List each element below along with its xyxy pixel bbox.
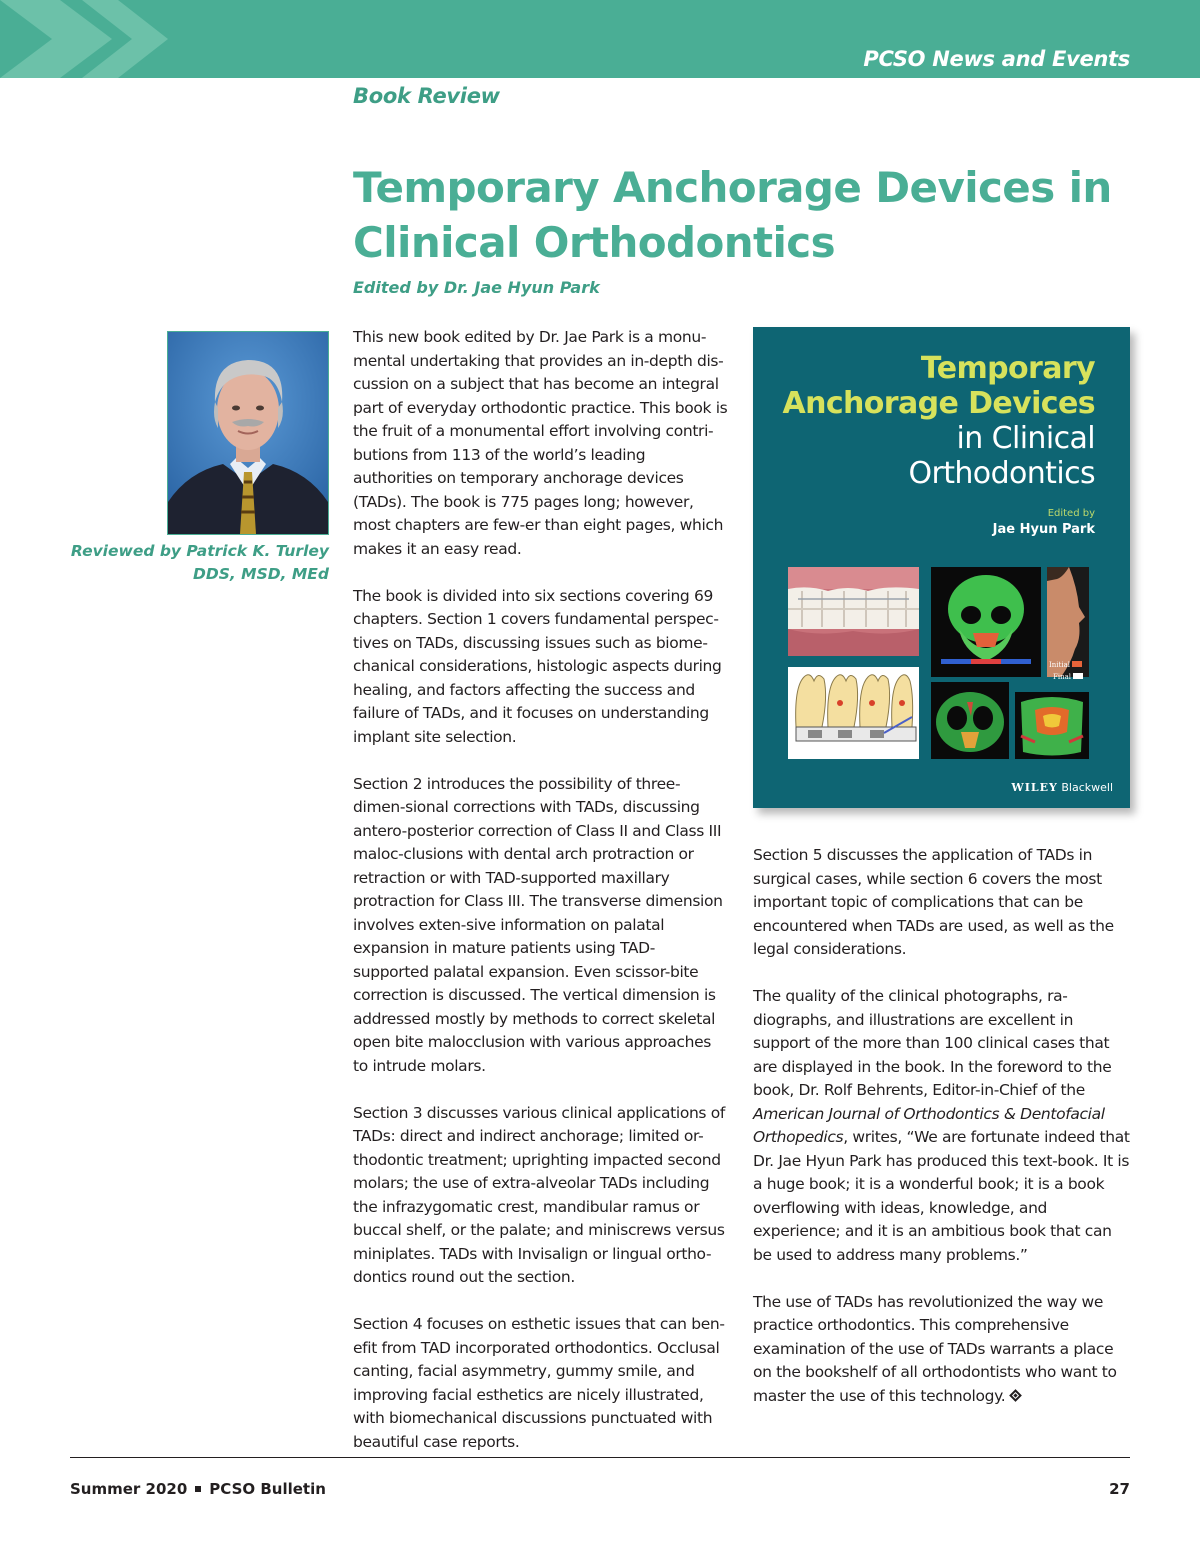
paragraph-section-4: Section 4 focuses on esthetic issues that can ben-efit from TAD incorporated orthodontics. Occlusal canting, facial asymmetry, gummy smile, and improving facial esthetics are nicely illustrated, with biomechanical discussions punctuated with beautiful case reports. xyxy=(353,1315,725,1451)
cover-tooth-illustration xyxy=(788,667,919,759)
cover-title xyxy=(782,351,1095,491)
ct-scan-icon xyxy=(931,682,1009,759)
cover-title-line-2: Anchorage Devices xyxy=(782,386,1095,421)
publisher-blackwell: Blackwell xyxy=(1061,781,1113,794)
cover-teeth-photo xyxy=(788,567,919,656)
footer-publication: PCSO Bulletin xyxy=(209,1480,326,1498)
footer-rule xyxy=(70,1457,1130,1458)
cover-edited-by: Edited by xyxy=(1047,508,1095,519)
reviewer-degrees: DDS, MSD, MEd xyxy=(192,565,329,583)
paragraph-section-5-6: Section 5 discusses the application of TADs in surgical cases, while section 6 covers the most important topic of complications that can be encountered when TADs are used, as well as the legal considerations. xyxy=(753,846,1114,958)
cover-publisher xyxy=(1011,781,1113,794)
teeth-photo-icon xyxy=(788,567,919,656)
reviewer-photo xyxy=(167,331,329,535)
skull-scan-icon xyxy=(931,567,1041,677)
paragraph-section-3: Section 3 discusses various clinical applications of TADs: direct and indirect anchorage; limited or-thodontic treatment; uprighting impacted second molars; the use of extra-alveolar TADs including the infrazygomatic crest, mandibular ramus or buccal shelf, or the palate; and miniscrews versus miniplates. TADs with Invisalign or lingual ortho-dontics round out the section. xyxy=(353,1103,725,1286)
cover-ct-scan-2 xyxy=(1015,692,1089,759)
footer-separator-icon xyxy=(195,1486,201,1492)
footer-issue-info xyxy=(70,1480,326,1498)
chevron-decoration-icon xyxy=(0,0,180,78)
end-mark-icon xyxy=(1009,1389,1022,1402)
reviewer-name: Reviewed by Patrick K. Turley xyxy=(70,542,329,560)
cover-skull-scan xyxy=(931,567,1041,677)
reviewer-credit xyxy=(70,540,329,586)
cover-title-line-4: Orthodontics xyxy=(908,456,1095,491)
article-title xyxy=(353,160,1113,270)
title-line-1: Temporary Anchorage Devices in xyxy=(353,163,1112,212)
article-byline: Edited by Dr. Jae Hyun Park xyxy=(353,278,600,297)
tooth-illustration-icon xyxy=(788,667,919,759)
book-cover xyxy=(753,327,1130,808)
article-kicker: Book Review xyxy=(353,84,500,108)
journal-title: American Journal of Orthodontics & Dentofacial Orthopedics xyxy=(753,1104,1105,1146)
cover-title-line-1: Temporary xyxy=(920,351,1095,386)
paragraph-intro: This new book edited by Dr. Jae Park is a monu-mental undertaking that provides an in-depth dis-cussion on a subject that has become an integral part of everyday orthodontic practice. This book is the fruit of a monumental effort involving contri-butions from 113 of the world’s leading authorities on temporary anchorage devices (TADs). The book is 775 pages long; however, most chapters are few-er than eight pages, which makes it an easy read. xyxy=(353,328,728,558)
paragraph-section-1: The book is divided into six sections covering 69 chapters. Section 1 covers fundamental perspec-tives on TADs, discussing issues such as biome-chanical considerations, histologic aspects during healing, and factors affecting the success and failure of TADs, and it focuses on understanding implant site selection. xyxy=(353,586,722,746)
cover-legend-final: Final xyxy=(1053,673,1083,681)
paragraph-section-2: Section 2 introduces the possibility of three-dimen-sional corrections with TADs, discussing antero-posterior correction of Class II and Class III maloc-clusions with dental arch protraction or retraction or with TAD-supported maxillary protraction for Class III. The transverse dimension involves exten-sive information on palatal expansion in mature patients using TAD-supported palatal expansion. Even scissor-bite correction is discussed. The vertical dimension is addressed mostly by methods to correct skeletal open bite malocclusion with various approaches to intrude molars. xyxy=(353,774,723,1075)
section-label: PCSO News and Events xyxy=(863,47,1130,71)
paragraph-conclusion: The use of TADs has revolutionized the way we practice orthodontics. This comprehensive examination of the use of TADs warrants a place on the bookshelf of all orthodontists who want to master the use of this technology. xyxy=(753,1292,1117,1405)
ct-scan-color-icon xyxy=(1015,692,1089,759)
cover-ct-scan-1 xyxy=(931,682,1009,759)
header-banner xyxy=(0,0,1200,78)
article-right-column xyxy=(753,844,1131,1432)
footer-issue: Summer 2020 xyxy=(70,1480,188,1498)
publisher-wiley: WILEY xyxy=(1011,781,1058,794)
cover-title-line-3: in Clinical xyxy=(956,421,1095,456)
title-line-2: Clinical Orthodontics xyxy=(353,218,836,267)
page-number: 27 xyxy=(1109,1480,1130,1498)
cover-legend-initial: Initial xyxy=(1049,661,1082,669)
cover-editor-name: Jae Hyun Park xyxy=(992,522,1095,537)
article-left-column xyxy=(353,326,729,1478)
paragraph-quality: The quality of the clinical photographs, ra-diographs, and illustrations are excellent in support of the more than 100 clinical cases that are displayed in the book. In the foreword to the book, Dr. Rolf Behrents, Editor-in-Chief of the American Journal of Orthodontics & Dentofacial Orthopedics, writes, “We are fortunate indeed that Dr. Jae Hyun Park has produced this text-book. It is a huge book; it is a wonderful book; it is a book overflowing with ideas, knowledge, and experience; and it is an ambitious book that can be used to address many problems.” xyxy=(753,987,1130,1264)
reviewer-portrait-icon xyxy=(168,332,328,534)
